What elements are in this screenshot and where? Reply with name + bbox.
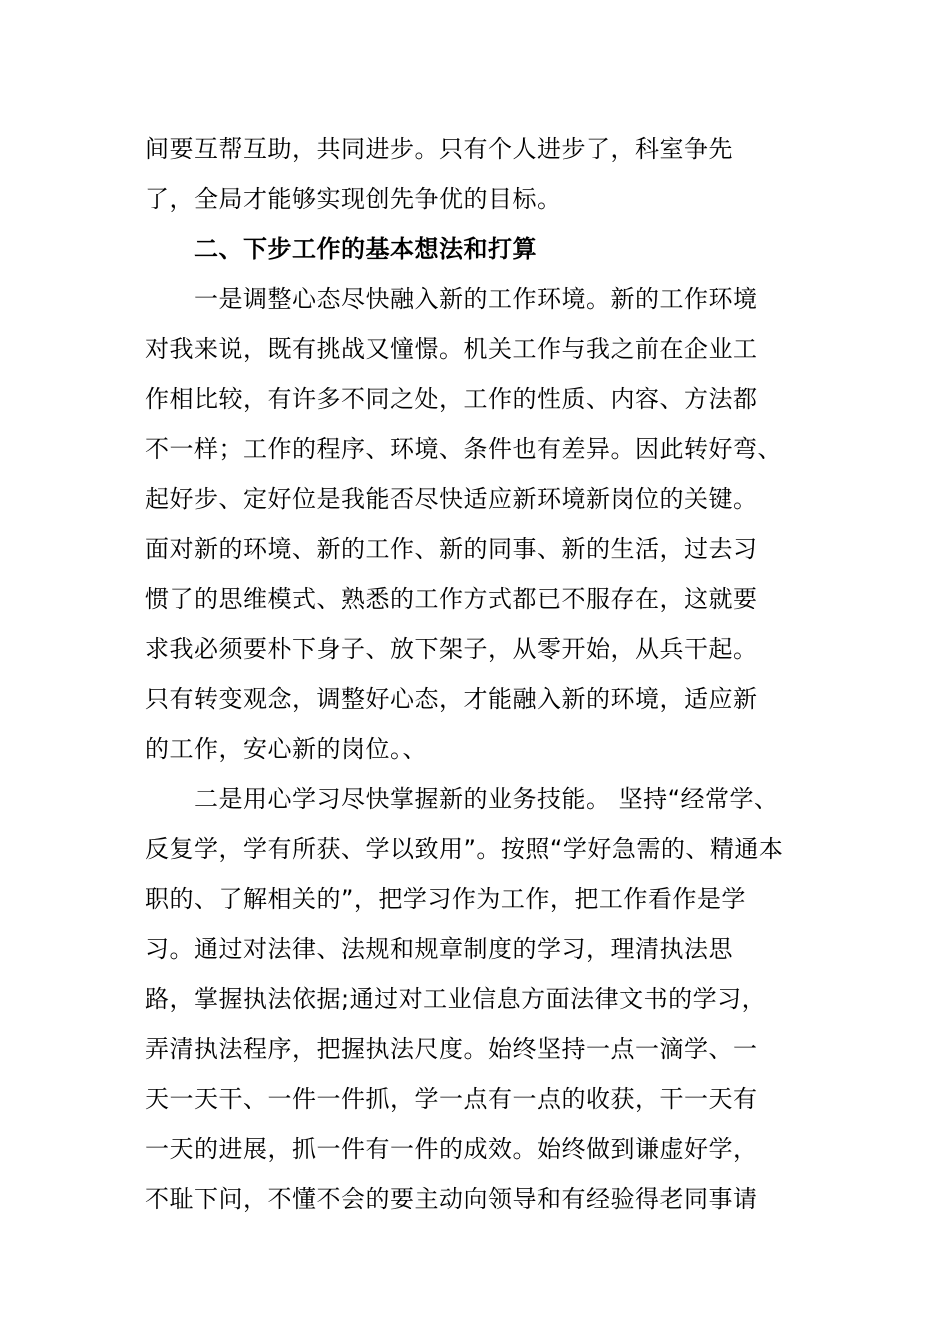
body-line: 作相比较，有许多不同之处，工作的性质、内容、方法都	[145, 385, 758, 413]
body-line: 惯了的思维模式、熟悉的工作方式都已不服存在，这就要	[145, 585, 758, 613]
body-line: 起好步、定好位是我能否尽快适应新环境新岗位的关键。	[145, 485, 758, 513]
body-line: 的工作，安心新的岗位。、	[145, 735, 427, 763]
paragraph-first-line: 二是用心学习尽快掌握新的业务技能。 坚持“经常学、	[194, 785, 779, 813]
body-line: 对我来说，既有挑战又憧憬。机关工作与我之前在企业工	[145, 335, 758, 363]
body-line: 面对新的环境、新的工作、新的同事、新的生活，过去习	[145, 535, 758, 563]
body-line: 不耻下问，不懂不会的要主动向领导和有经验得老同事请	[145, 1185, 758, 1213]
body-line: 路，掌握执法依据;通过对工业信息方面法律文书的学习，	[145, 985, 767, 1013]
section-heading: 二、下步工作的基本想法和打算	[194, 235, 537, 263]
body-line: 弄清执法程序，把握执法尺度。始终坚持一点一滴学、一	[145, 1035, 758, 1063]
body-line: 职的、了解相关的”，把学习作为工作，把工作看作是学	[145, 885, 746, 913]
body-line: 间要互帮互助，共同进步。只有个人进步了，科室争先	[145, 135, 733, 163]
body-line: 了，全局才能够实现创先争优的目标。	[145, 185, 562, 213]
paragraph-first-line: 一是调整心态尽快融入新的工作环境。新的工作环境	[194, 285, 758, 313]
body-line: 天一天干、一件一件抓，学一点有一点的收获，干一天有	[145, 1085, 758, 1113]
body-line: 一天的进展，抓一件有一件的成效。始终做到谦虚好学，	[145, 1135, 758, 1163]
body-line: 不一样；工作的程序、环境、条件也有差异。因此转好弯、	[145, 435, 782, 463]
body-line: 只有转变观念，调整好心态，才能融入新的环境，适应新	[145, 685, 758, 713]
body-line: 求我必须要朴下身子、放下架子，从零开始，从兵干起。	[145, 635, 758, 663]
body-line: 反复学，学有所获、学以致用”。按照“学好急需的、精通本	[145, 835, 784, 863]
body-line: 习。通过对法律、法规和规章制度的学习，理清执法思	[145, 935, 733, 963]
